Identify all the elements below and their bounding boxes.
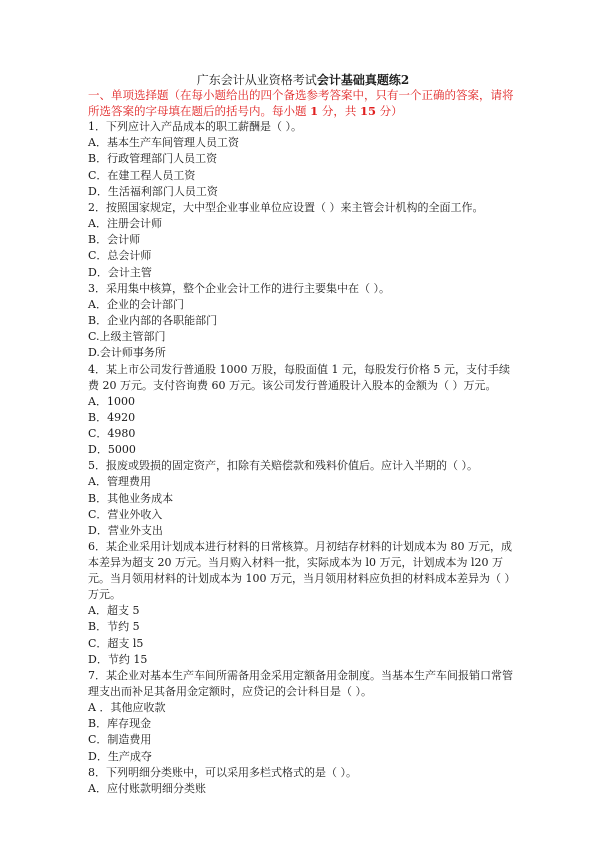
heading-part3: 分）	[379, 103, 403, 118]
option-a: A．基本生产车间管理人员工资	[88, 136, 239, 150]
score-total: 15	[359, 103, 376, 118]
document-title	[88, 72, 518, 88]
question-8	[88, 765, 518, 797]
title-part1: 广东会计从业资格考试	[196, 73, 317, 87]
option-d: D．生活福利部门人员工资	[88, 184, 218, 198]
question-stem: 2．按照国家规定，大中型企业事业单位应设置（ ）来主管会计机构的全面工作。	[88, 201, 484, 214]
option-c: C．营业外收入	[88, 507, 163, 521]
option-d: D.会计师事务所	[88, 346, 166, 360]
score-each: 1	[310, 103, 319, 118]
question-5	[88, 458, 518, 539]
question-4	[88, 362, 518, 459]
option-d: D．节约 15	[88, 652, 148, 666]
option-d: D．营业外支出	[88, 524, 163, 538]
question-7	[88, 668, 518, 765]
option-b: B．其他业务成本	[88, 491, 174, 505]
question-stem: 5．报废或毁损的固定资产，扣除有关赔偿款和残料价值后。应计入半期的（ ）。	[88, 459, 478, 473]
option-c: C．超支 l5	[88, 636, 144, 650]
heading-part1: 一、单项选择题（在每小题给出的四个备选参考答案中，只有一个正确的答案，请将所选答案的字母填在题后的括号内。每小题	[88, 88, 514, 118]
question-stem: 7．某企业对基本生产车间所需备用金采用定额备用金制度。当基本生产车间报销口常管理支出而补足其备用金定额时，应贷记的会计科目是（ ）。	[88, 669, 513, 699]
question-2	[88, 200, 518, 281]
option-d: D．会计主管	[88, 265, 152, 279]
option-a: A ．其他应收款	[88, 701, 166, 715]
question-6	[88, 539, 518, 668]
option-d: D．5000	[88, 443, 136, 457]
option-a: A．企业的会计部门	[88, 297, 184, 311]
question-stem: 8．下列明细分类账中，可以采用多栏式格式的是（ ）。	[88, 765, 357, 779]
option-a: A．超支 5	[88, 604, 140, 618]
heading-part2: 分，共	[321, 103, 357, 118]
option-c: C.上级主管部门	[88, 330, 166, 344]
option-b: B．会计师	[88, 233, 141, 247]
option-a: A．1000	[88, 394, 135, 408]
question-stem: 4．某上市公司发行普通股 1000 万股，每股面值 1 元，每股发行价格 5 元，支付手续费 20 万元。支付咨询费 60 万元。该公司发行普通股计入股本的金额为（ ）万元。	[88, 362, 510, 392]
option-c: C．在建工程人员工资	[88, 168, 196, 182]
section-heading	[88, 88, 518, 119]
document-page	[88, 72, 518, 797]
question-stem: 1．下列应计入产品成本的职工薪酬是（ ）。	[88, 120, 302, 134]
option-c: C．4980	[88, 427, 136, 441]
option-b: B．节约 5	[88, 620, 140, 634]
option-a: A．注册会计师	[88, 217, 162, 230]
option-a: A．应付账款明细分类账	[88, 781, 206, 795]
question-3	[88, 281, 518, 362]
option-b: B．行政管理部门人员工资	[88, 152, 218, 166]
option-c: C．制造费用	[88, 733, 152, 747]
title-part2: 会计基础真题练	[316, 73, 401, 87]
question-stem: 6．某企业采用计划成本进行材料的日常核算。月初结存材料的计划成本为 80 万元，成本差异为超支 20 万元。当月购入材料一批，实际成本为 l0 万元，计划成本为 l20 万元。当月领用材料的计划成本为 100 万元，当月领用材料应负担的材料成本差异为（ ）万元。	[88, 540, 516, 602]
title-number: 2	[400, 73, 410, 87]
question-1	[88, 119, 518, 200]
option-b: B．企业内部的各职能部门	[88, 314, 218, 328]
option-a: A．管理费用	[88, 475, 151, 489]
question-stem: 3．采用集中核算，整个企业会计工作的进行主要集中在（ ）。	[88, 281, 390, 295]
option-d: D．生产成夺	[88, 749, 152, 763]
option-b: B．库存现金	[88, 717, 152, 731]
option-b: B．4920	[88, 410, 136, 424]
option-c: C．总会计师	[88, 249, 152, 263]
